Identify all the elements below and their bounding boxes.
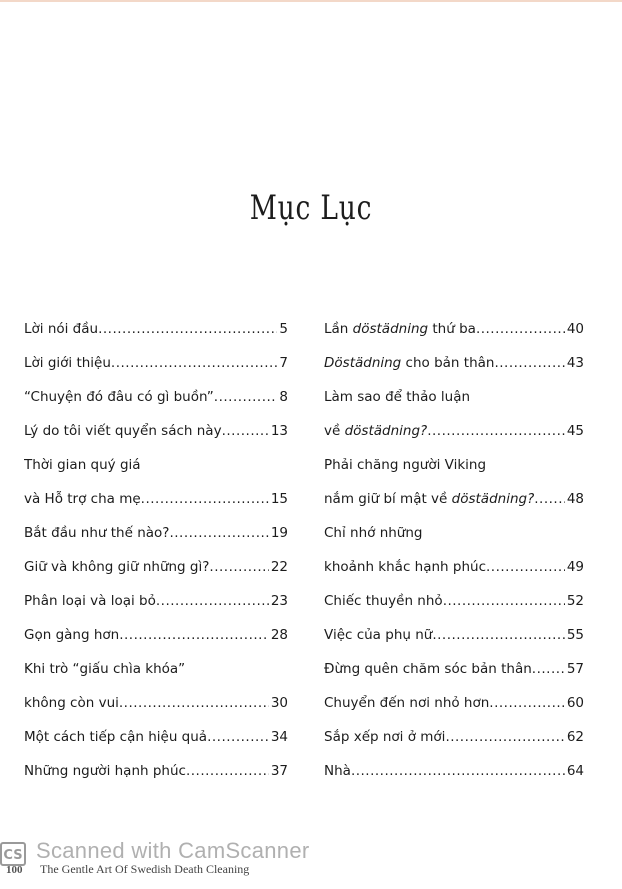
leader-dots: [351, 754, 565, 788]
leader-dots: [98, 312, 277, 346]
toc-entry-page: 30: [270, 695, 288, 711]
toc-entry-page: 8: [279, 389, 288, 405]
leader-dots: [111, 346, 278, 380]
toc-entry-page: 5: [279, 321, 288, 337]
toc-entry-title: Lý do tôi viết quyển sách này: [24, 423, 222, 439]
toc-entry-title: Lời nói đầu: [24, 321, 99, 337]
leader-dots: [222, 414, 269, 448]
toc-entry-title: không còn vui: [24, 695, 119, 711]
toc-entry-title: “Chuyện đó đâu có gì buồn”: [24, 389, 214, 405]
toc-entry: [324, 516, 584, 584]
toc-entry-page: 64: [566, 763, 584, 779]
toc-entry: [324, 448, 584, 516]
toc-entry-page: 15: [270, 491, 288, 507]
toc-entry: [24, 720, 288, 754]
toc-entry-title: Bắt đầu như thế nào?: [24, 525, 170, 541]
toc-entry-title: Sắp xếp nơi ở mới: [324, 729, 446, 745]
toc-entry-page: 49: [566, 559, 584, 575]
title-italic: Döstädning: [324, 355, 402, 371]
toc-entry: [324, 754, 584, 788]
toc-entry: [324, 346, 584, 380]
toc-entry-page: 34: [270, 729, 288, 745]
title-text: cho bản thân: [401, 355, 495, 371]
title-italic: döstädning?: [344, 423, 428, 439]
leader-dots: [427, 414, 565, 448]
page-title: Mục Lục: [249, 188, 373, 228]
toc-entry: [324, 312, 584, 346]
toc-entry-page: 19: [270, 525, 288, 541]
toc-entry-title: [324, 312, 476, 346]
leader-dots: [443, 584, 565, 618]
leader-dots: [445, 720, 564, 754]
page-number: 100: [6, 864, 23, 876]
scanner-watermark: Scanned with CamScanner: [36, 838, 310, 863]
toc-entry: [24, 652, 288, 720]
leader-dots: [156, 584, 269, 618]
leader-dots: [186, 754, 269, 788]
leader-dots: [532, 652, 565, 686]
toc-entry-title: [324, 482, 534, 516]
toc-entry: [24, 550, 288, 584]
toc-entry-title: Lời giới thiệu: [24, 355, 111, 371]
toc-entry-page: 40: [566, 321, 584, 337]
page-footer: [0, 834, 622, 889]
running-book-title: The Gentle Art Of Swedish Death Cleaning: [40, 862, 250, 876]
toc-entry-title: Những người hạnh phúc: [24, 763, 186, 779]
leader-dots: [494, 346, 564, 380]
title-italic: döstädning?: [451, 491, 535, 507]
toc-entry-page: 43: [566, 355, 584, 371]
toc-entry: [24, 754, 288, 788]
toc-entry: [24, 448, 288, 516]
leader-dots: [207, 720, 269, 754]
toc-entry-title: Chiếc thuyền nhỏ: [324, 593, 443, 609]
toc-entry: [24, 584, 288, 618]
leader-dots: [119, 686, 269, 720]
toc-entry-page: 45: [566, 423, 584, 439]
toc-entry-page: 28: [270, 627, 288, 643]
title-text: nắm giữ bí mật về: [324, 491, 452, 507]
title-italic: döstädning: [352, 321, 429, 337]
toc-entry: [24, 516, 288, 550]
toc-entry-title: khoảnh khắc hạnh phúc: [324, 559, 487, 575]
leader-dots: [209, 550, 268, 584]
title-text: về: [324, 423, 345, 439]
title-text: Lần: [324, 321, 353, 337]
toc-entry-page: 22: [270, 559, 288, 575]
leader-dots: [169, 516, 268, 550]
toc-entry-title: Giữ và không giữ những gì?: [24, 559, 210, 575]
toc-entry-title: Gọn gàng hơn: [24, 627, 120, 643]
toc-entry-title: và Hỗ trợ cha mẹ: [24, 491, 141, 507]
leader-dots: [534, 482, 565, 516]
toc-entry: [24, 380, 288, 414]
toc-entry-page: 23: [270, 593, 288, 609]
leader-dots: [486, 550, 565, 584]
toc-entry-title: [324, 346, 494, 380]
toc-entry-title: Phân loại và loại bỏ: [24, 593, 156, 609]
toc-entry: [24, 414, 288, 448]
toc-entry-page: 52: [566, 593, 584, 609]
leader-dots: [432, 618, 564, 652]
camscanner-logo-icon: CS: [0, 842, 26, 866]
top-border: [0, 0, 622, 2]
leader-dots: [141, 482, 269, 516]
toc-entry-page: 57: [566, 661, 584, 677]
toc-left-column: [24, 312, 288, 788]
toc-entry: [24, 346, 288, 380]
toc-entry-title-line1: Phải chăng người Viking: [324, 457, 487, 473]
toc-entry-title: Việc của phụ nữ: [324, 627, 433, 643]
toc-entry-page: 60: [566, 695, 584, 711]
toc-entry: [324, 618, 584, 652]
toc-entry: [324, 652, 584, 686]
toc-entry: [24, 618, 288, 652]
toc-entry-title: Chuyển đến nơi nhỏ hơn: [324, 695, 490, 711]
toc-entry-page: 62: [566, 729, 584, 745]
toc-entry-title-line1: Khi trò “giấu chìa khóa”: [24, 661, 186, 677]
toc-right-column: [324, 312, 584, 788]
toc-entry-title: Đừng quên chăm sóc bản thân: [324, 661, 532, 677]
toc-entry: [324, 380, 584, 448]
leader-dots: [119, 618, 269, 652]
toc-entry-page: 13: [270, 423, 288, 439]
title-text: thứ ba: [428, 321, 476, 337]
toc-entry: [324, 584, 584, 618]
toc-entry-title: [324, 414, 427, 448]
leader-dots: [214, 380, 278, 414]
toc-entry-title: Nhà: [324, 763, 351, 779]
toc-entry: [324, 686, 584, 720]
toc-entry-title-line1: Làm sao để thảo luận: [324, 389, 471, 405]
toc-entry-page: 55: [566, 627, 584, 643]
toc-entry-title-line1: Thời gian quý giá: [24, 457, 141, 473]
toc-entry-title: Một cách tiếp cận hiệu quả: [24, 729, 208, 745]
toc-entry: [24, 312, 288, 346]
leader-dots: [489, 686, 565, 720]
toc-entry: [324, 720, 584, 754]
toc-entry-page: 37: [270, 763, 288, 779]
toc-entry-page: 7: [279, 355, 288, 371]
toc-entry-page: 48: [566, 491, 584, 507]
toc-entry-title-line1: Chỉ nhớ những: [324, 525, 423, 541]
leader-dots: [476, 312, 565, 346]
